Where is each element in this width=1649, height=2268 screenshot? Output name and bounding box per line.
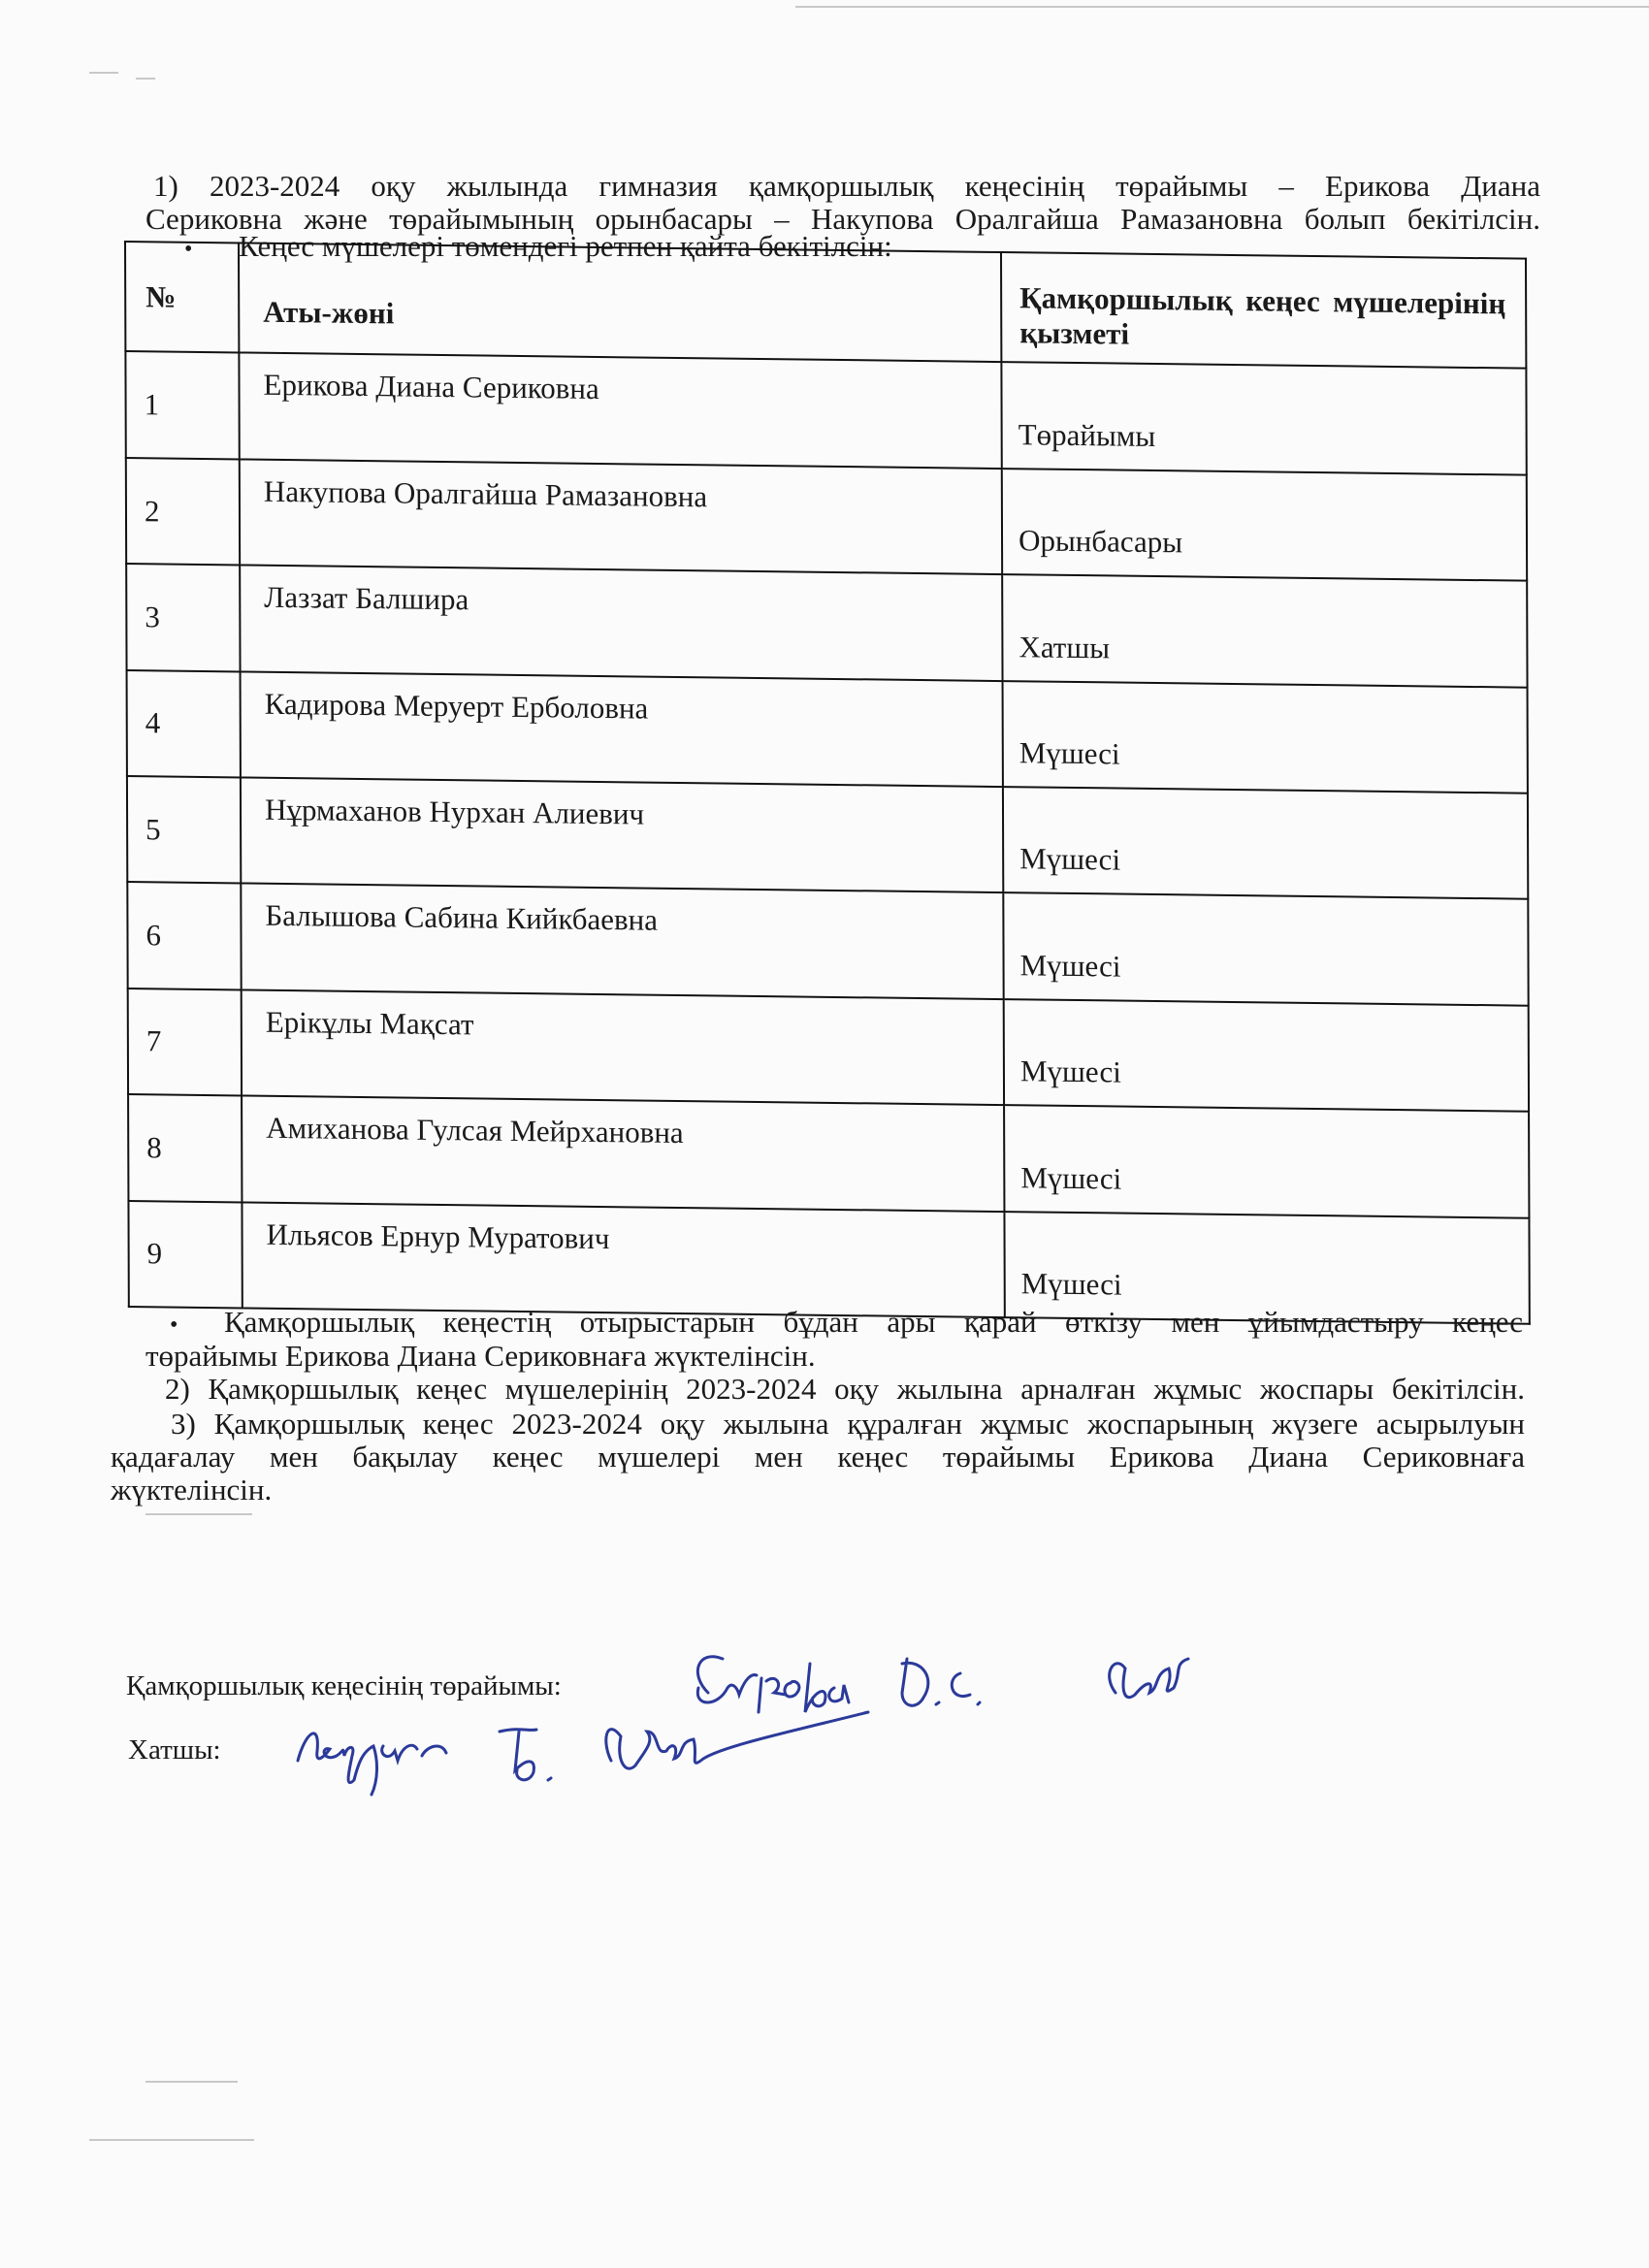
table-header-row	[125, 242, 1526, 369]
row-number: 3	[126, 564, 240, 671]
paragraph-2: 2) Қамқоршылық кеңес мүшелерінің 2023-2024 оқу жылына арналған жұмыс жоспары бекітілсін.	[165, 1372, 1525, 1406]
bullet-text: Кеңес мүшелері төмендегі ретпен қайта бекітілсін:	[239, 229, 892, 263]
bullet-icon: •	[170, 1312, 178, 1338]
row-name: Ерікұлы Мақсат	[242, 989, 1004, 1105]
table-row	[127, 776, 1528, 899]
paragraph-1-line-2: Сериковна және төрайымының орынбасары – Накупова Оралгайша Рамазановна болып бекітілсін.	[146, 202, 1540, 236]
row-number: 2	[126, 458, 240, 566]
paragraph-3-line-3: жүктелінсін.	[111, 1473, 273, 1507]
bullet-meetings-line-1	[170, 1305, 1523, 1343]
secretary-signature-handwriting	[286, 1702, 985, 1809]
scan-mark	[146, 1513, 252, 1515]
row-role: Төрайымы	[1001, 362, 1526, 474]
secretary-signature-label: Хатшы:	[128, 1734, 221, 1766]
row-number: 8	[128, 1094, 242, 1202]
row-number: 5	[127, 776, 241, 884]
table-row	[128, 1094, 1529, 1217]
row-number: 7	[128, 988, 242, 1096]
row-name: Балышова Сабина Кийкбаевна	[241, 884, 1003, 999]
row-role: Мүшесі	[1003, 892, 1528, 1005]
header-name: Аты-жөні	[239, 243, 1001, 362]
chair-signature-label: Қамқоршылық кеңесінің төрайымы:	[126, 1670, 562, 1701]
row-name: Накупова Оралгайша Рамазановна	[240, 459, 1002, 574]
scan-mark	[146, 2081, 238, 2083]
scan-mark	[89, 72, 118, 74]
row-role: Орынбасары	[1002, 469, 1527, 581]
row-number: 6	[127, 882, 241, 989]
scan-mark	[89, 2139, 254, 2141]
scan-edge-line	[795, 6, 1649, 8]
row-name: Кадирова Меруерт Ерболовна	[241, 671, 1003, 787]
row-name: Ильясов Ернур Муратович	[242, 1202, 1004, 1317]
scan-mark	[136, 78, 155, 80]
header-number: №	[125, 242, 239, 353]
row-role: Мүшесі	[1003, 787, 1528, 899]
row-name: Лаззат Балшира	[240, 566, 1002, 681]
row-role: Мүшесі	[1003, 681, 1528, 794]
row-role: Мүшесі	[1004, 1212, 1529, 1324]
row-name: Нұрмаханов Нурхан Алиевич	[241, 777, 1003, 892]
row-role: Мүшесі	[1004, 1105, 1529, 1217]
table-row	[127, 882, 1528, 1005]
paragraph-3-line-2: қадағалау мен бақылау кеңес мүшелері мен кеңес төрайымы Ерикова Диана Сериковнаға	[111, 1440, 1525, 1474]
row-name: Амиханова Гулсая Мейрхановна	[242, 1096, 1004, 1212]
row-number: 4	[127, 670, 241, 778]
table-row	[125, 351, 1526, 474]
row-name: Ерикова Диана Сериковна	[239, 353, 1001, 469]
bullet-meetings-line-2: төрайымы Ерикова Диана Сериковнаға жүктелінсін.	[146, 1339, 816, 1373]
bullet-icon: •	[184, 237, 193, 262]
table-row	[127, 670, 1528, 794]
paragraph-3-line-1: 3) Қамқоршылық кеңес 2023-2024 оқу жылына құралған жұмыс жоспарының жүзеге асырылуын	[171, 1407, 1525, 1441]
table-row	[126, 564, 1527, 687]
table-row	[128, 988, 1529, 1112]
members-table	[124, 241, 1531, 1325]
row-role: Мүшесі	[1004, 999, 1529, 1112]
paragraph-1-line-1: 1) 2023-2024 оқу жылында гимназия қамқоршылық кеңесінің төрайымы – Ерикова Диана	[153, 169, 1540, 203]
row-number: 9	[128, 1201, 242, 1309]
row-number: 1	[125, 351, 239, 459]
bullet-text: Қамқоршылық кеңестің отырыстарын бұдан ары қарай өткізу мен ұйымдастыру кеңес	[224, 1305, 1523, 1339]
header-role: Қамқоршылық кеңес мүшелерінің қызметі	[1001, 252, 1526, 369]
row-role: Хатшы	[1002, 574, 1527, 687]
table-row	[126, 458, 1527, 581]
